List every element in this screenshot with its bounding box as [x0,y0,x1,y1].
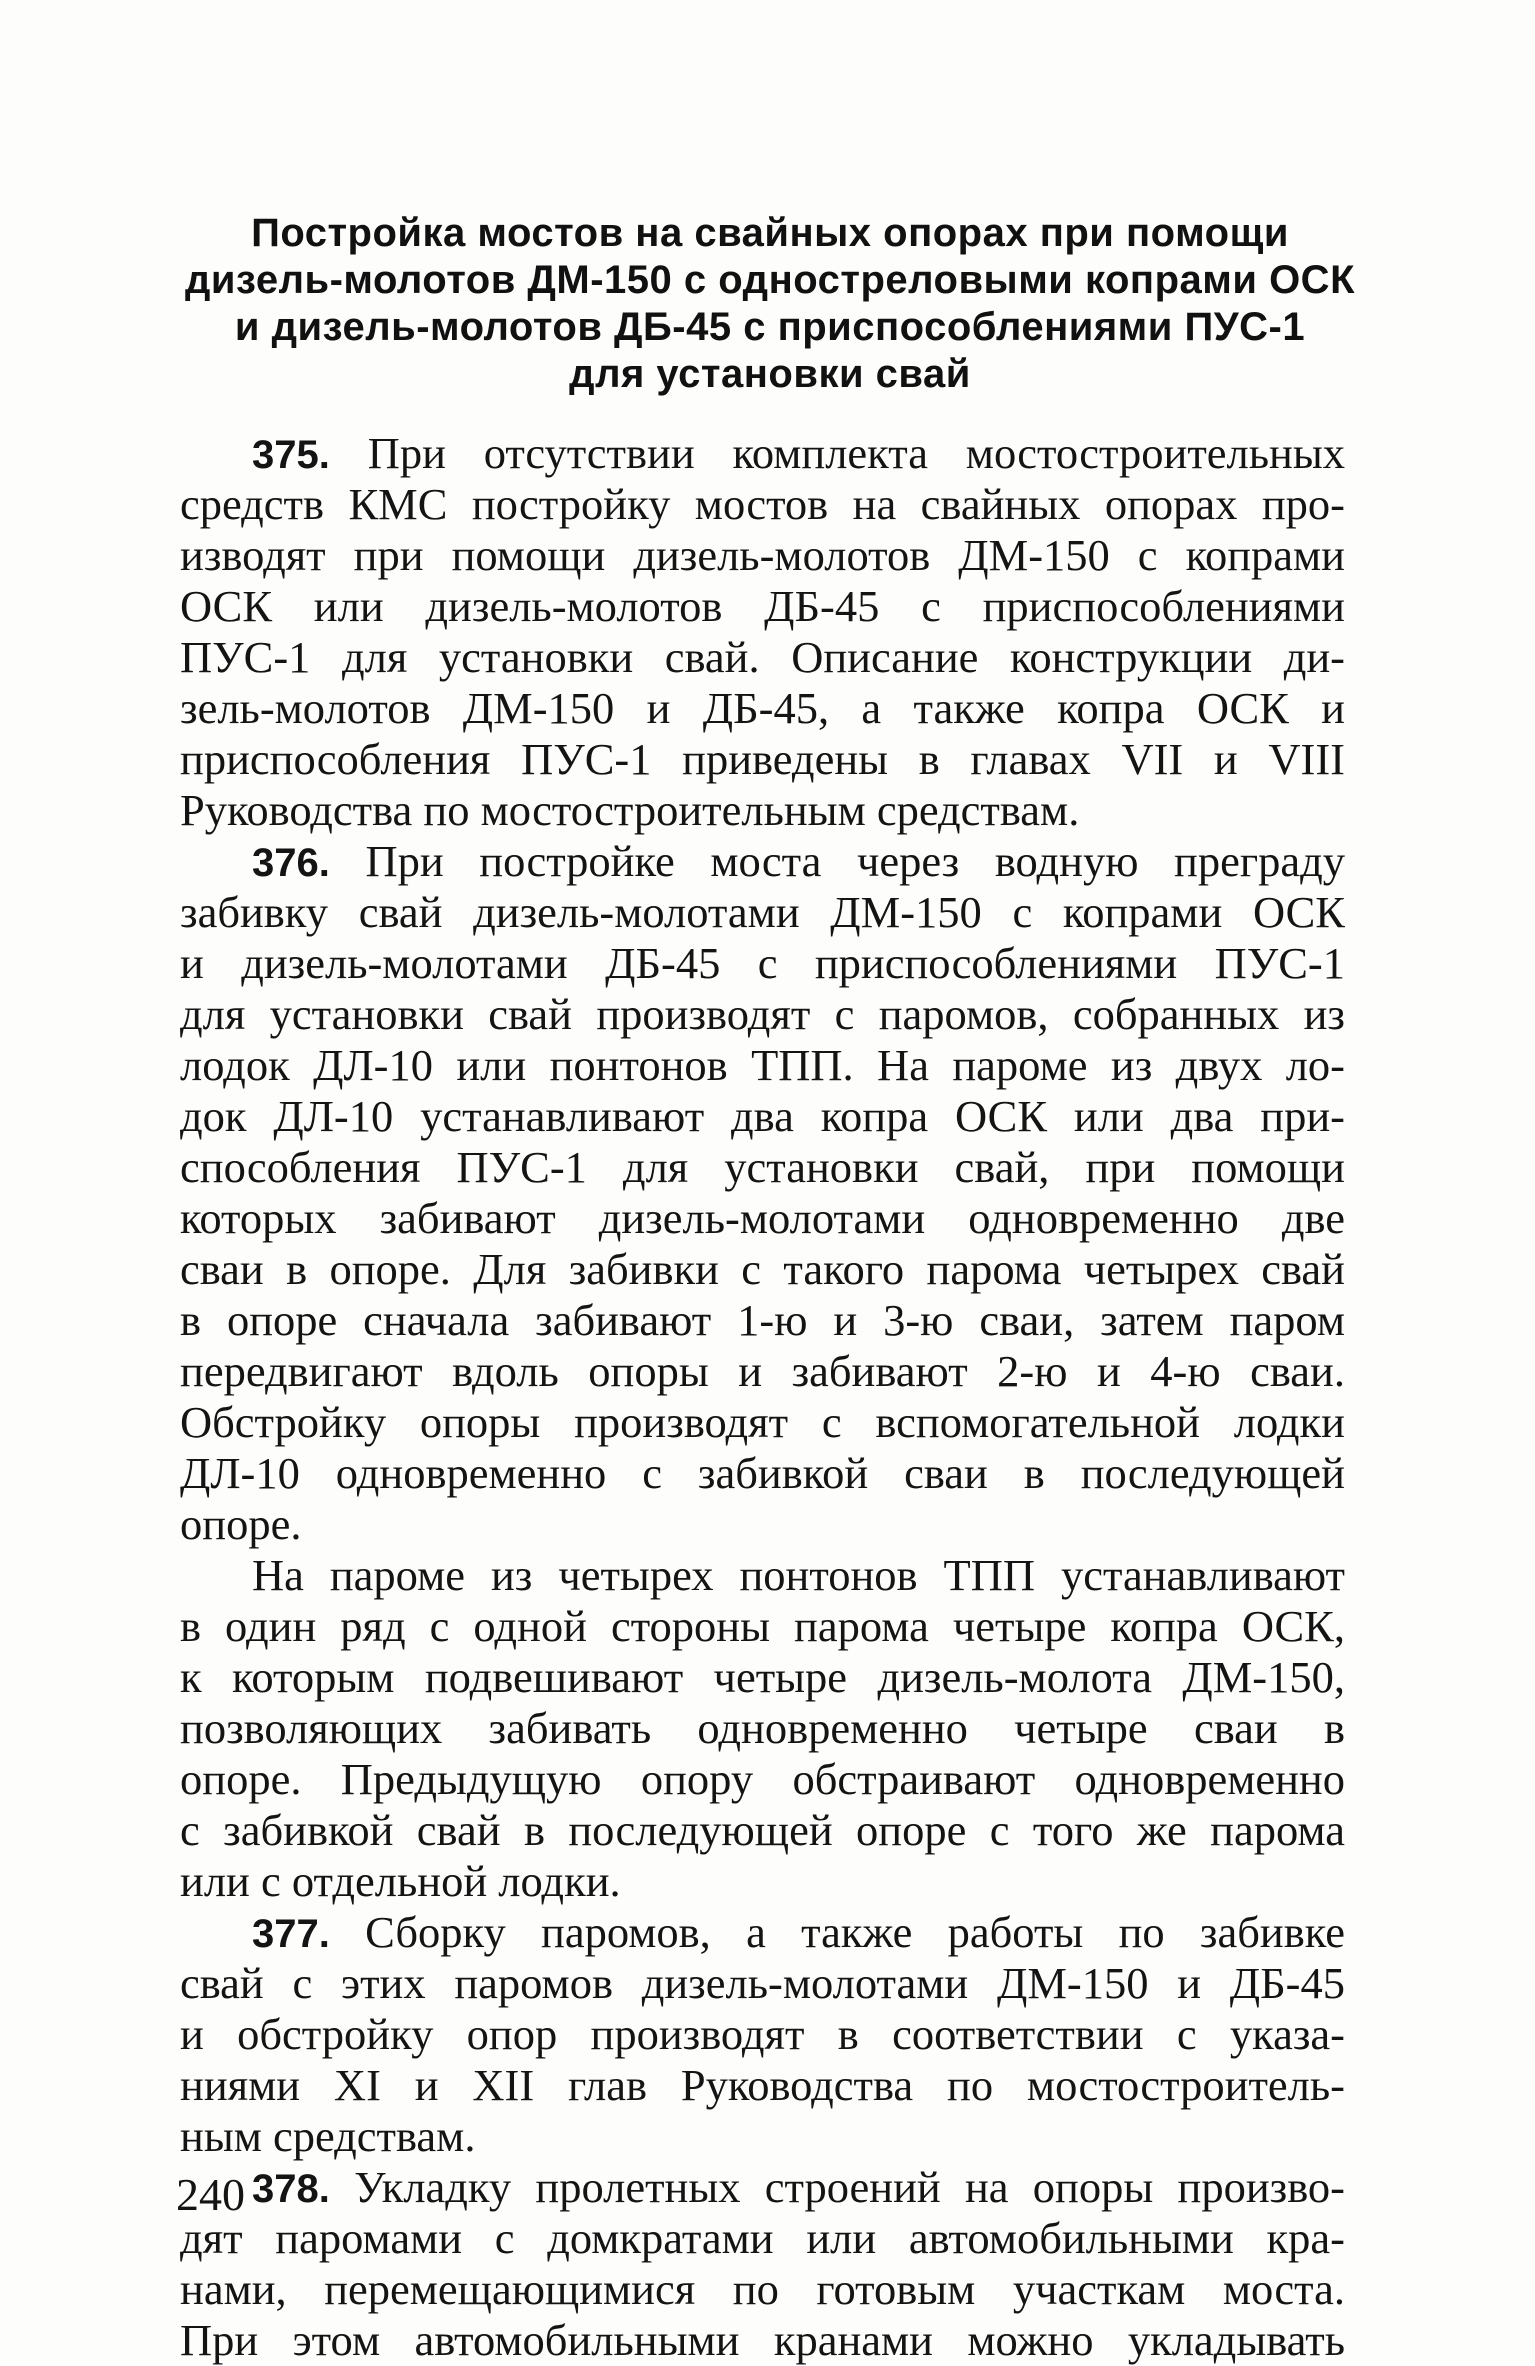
heading-line: и дизель-молотов ДБ-45 с приспособлениями ПУС-1 [234,305,1306,349]
text-line: На пароме из четырех понтонов ТПП устанавливают [252,1550,1345,1600]
line-text: При постройке моста через водную преграду [365,836,1345,886]
text-line: позволяющих забивать одновременно четыре сваи в [180,1703,1345,1753]
text-line [180,836,1345,887]
line-text: При отсутствии комплекта мостостроительных [367,428,1345,478]
text-line: или с отдельной лодки. [180,1856,621,1906]
paragraph-376 [180,836,1345,1550]
text-line: и дизель-молотами ДБ-45 с приспособлениями ПУС-1 [180,938,1345,988]
text-line: изводят при помощи дизель-молотов ДМ-150 с копрами [180,530,1345,580]
text-line: дят паромами с домкратами или автомобильными кра- [180,2213,1345,2263]
paragraph-375 [180,428,1345,836]
paragraph-377 [180,1907,1345,2162]
line-text: Сборку паромов, а также работы по забивке [365,1907,1345,1957]
text-line: При этом автомобильными кранами можно укладывать [180,2315,1345,2365]
paragraph-number: 376. [252,841,330,885]
text-line: Руководства по мостостроительным средствам. [180,785,1080,835]
text-line: лодок ДЛ-10 или понтонов ТПП. На пароме из двух ло- [180,1040,1345,1090]
paragraph-378 [180,2162,1345,2366]
text-line: ПУС-1 для установки свай. Описание конструкции ди- [180,632,1345,682]
text-line [180,428,1345,479]
text-line: ОСК или дизель-молотов ДБ-45 с приспособлениями [180,581,1345,631]
text-line: забивку свай дизель-молотами ДМ-150 с копрами ОСК [180,887,1345,937]
text-line: и обстройку опор производят в соответствии с указа- [180,2009,1345,2059]
text-line: ДЛ-10 одновременно с забивкой сваи в последующей [180,1448,1345,1498]
text-line: которых забивают дизель-молотами одновременно две [180,1193,1345,1243]
paragraph-number: 377. [252,1912,330,1956]
paragraph-number: 378. [252,2167,330,2211]
text-line: в один ряд с одной стороны парома четыре копра ОСК, [180,1601,1345,1651]
text-line: Обстройку опоры производят с вспомогательной лодки [180,1397,1345,1447]
text-line: док ДЛ-10 устанавливают два копра ОСК или два при- [180,1091,1345,1141]
text-line: опоре. [180,1499,302,1549]
text-line: способления ПУС-1 для установки свай, при помощи [180,1142,1345,1192]
text-line: свай с этих паромов дизель-молотами ДМ-150 и ДБ-45 [180,1958,1345,2008]
text-line: ным средствам. [180,2111,476,2161]
text-line [180,2162,1345,2213]
text-line: к которым подвешивают четыре дизель-молота ДМ-150, [180,1652,1345,1702]
body-text [180,428,1345,2366]
text-line: зель-молотов ДМ-150 и ДБ-45, а также копра ОСК и [180,683,1345,733]
text-line: средств КМС постройку мостов на свайных опорах про- [180,479,1345,529]
line-text: Укладку пролетных строений на опоры произво- [354,2162,1345,2212]
text-line: ниями XI и XII глав Руководства по мостостроитель- [180,2060,1345,2110]
paragraph-376-continued [180,1550,1345,1907]
text-line: нами, перемещающимися по готовым участкам моста. [180,2264,1345,2314]
text-line: для установки свай производят с паромов, собранных из [180,989,1345,1039]
text-line: приспособления ПУС-1 приведены в главах VII и VIII [180,734,1345,784]
page-number: 240 [176,2169,245,2220]
heading-line: дизель-молотов ДМ-150 с одностреловыми копрами ОСК [185,258,1355,302]
text-line [180,1907,1345,1958]
text-line: сваи в опоре. Для забивки с такого парома четырех свай [180,1244,1345,1294]
heading-line: Постройка мостов на свайных опорах при помощи [251,211,1289,255]
text-line: передвигают вдоль опоры и забивают 2-ю и 4-ю сваи. [180,1346,1345,1396]
section-heading [180,210,1360,398]
heading-line: для установки свай [569,352,971,396]
text-line: с забивкой свай в последующей опоре с того же парома [180,1805,1345,1855]
paragraph-number: 375. [252,433,330,477]
text-line: в опоре сначала забивают 1-ю и 3-ю сваи, затем паром [180,1295,1345,1345]
text-line: опоре. Предыдущую опору обстраивают одновременно [180,1754,1345,1804]
